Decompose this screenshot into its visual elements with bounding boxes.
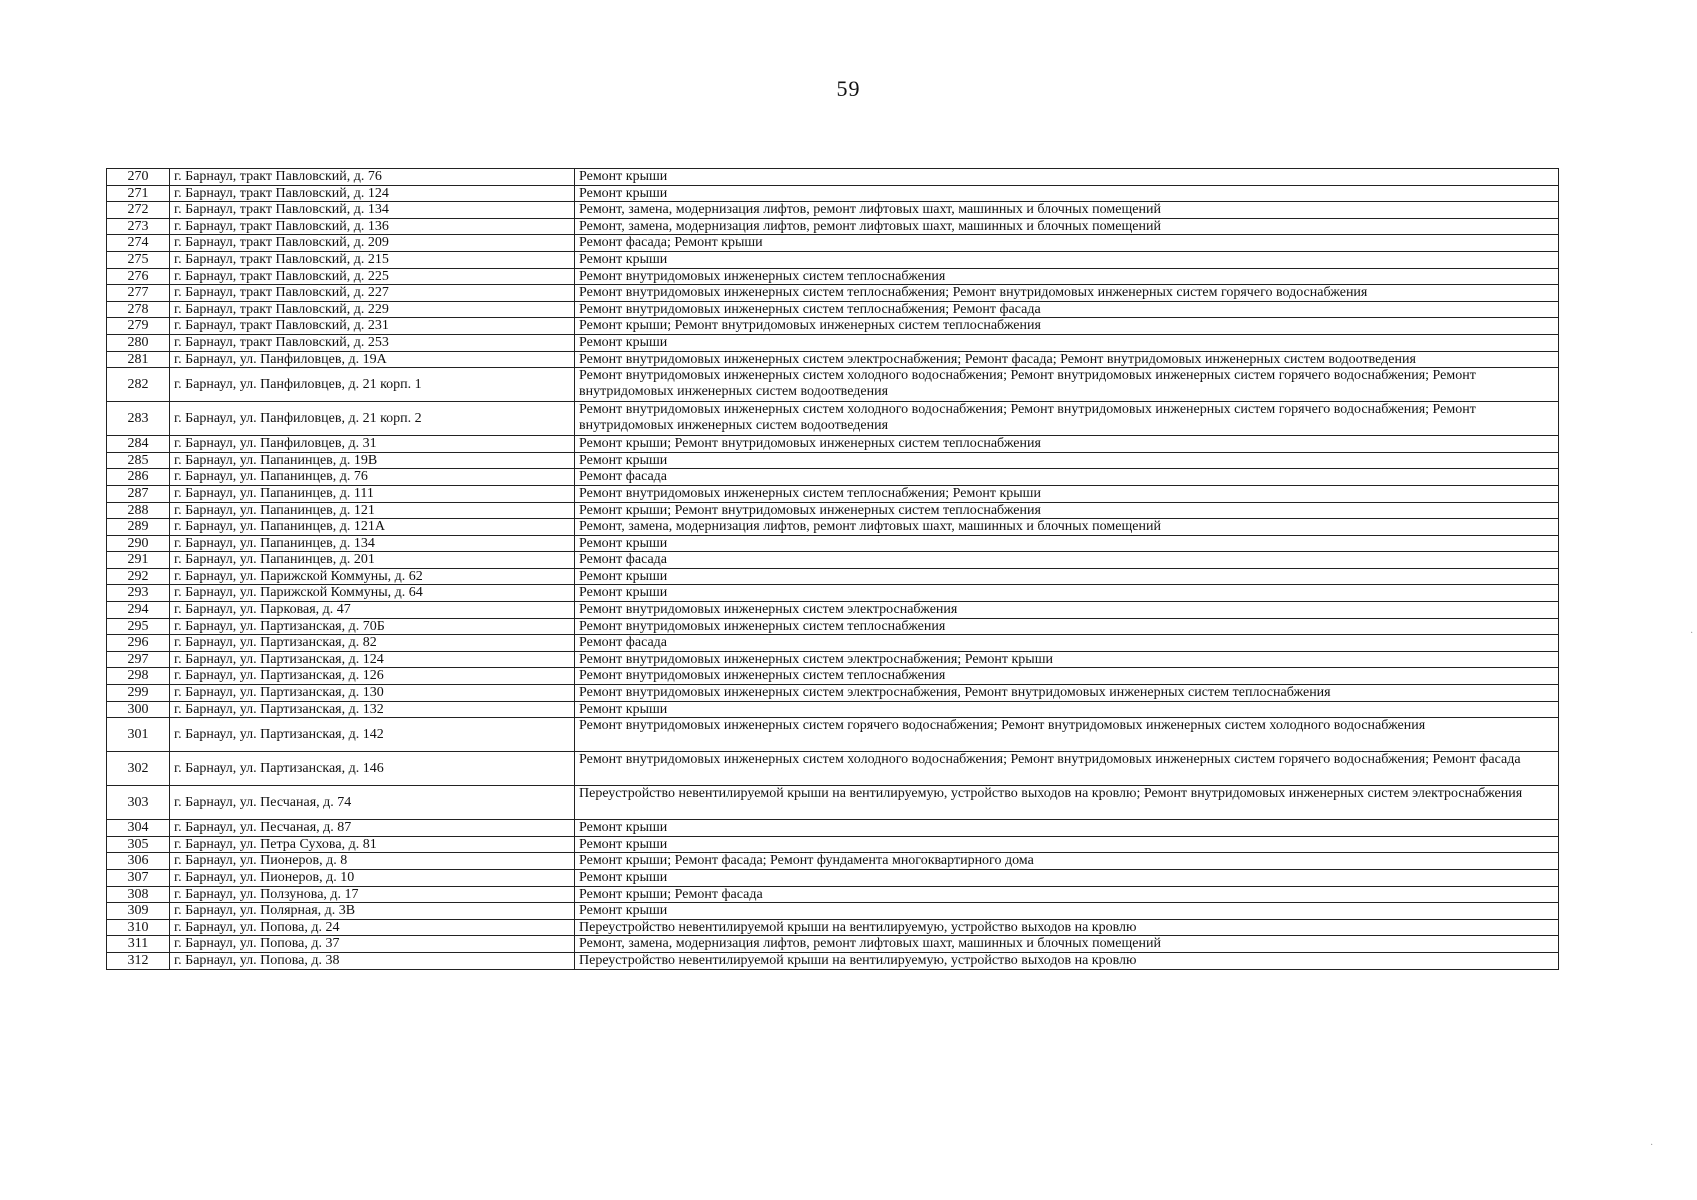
table-row <box>107 452 1559 469</box>
table-row <box>107 585 1559 602</box>
works-cell: Ремонт фасада <box>575 469 1559 486</box>
scan-speck: · <box>1690 628 1694 639</box>
works-cell: Ремонт, замена, модернизация лифтов, ремонт лифтовых шахт, машинных и блочных помещений <box>575 202 1559 219</box>
row-number: 296 <box>107 635 170 652</box>
address-cell: г. Барнаул, ул. Папанинцев, д. 134 <box>170 535 575 552</box>
address-cell: г. Барнаул, ул. Партизанская, д. 132 <box>170 701 575 718</box>
repair-works-table <box>106 168 1559 970</box>
table-row <box>107 936 1559 953</box>
works-cell: Ремонт фасада <box>575 635 1559 652</box>
address-cell: г. Барнаул, ул. Петра Сухова, д. 81 <box>170 836 575 853</box>
address-cell: г. Барнаул, ул. Пионеров, д. 8 <box>170 853 575 870</box>
row-number: 307 <box>107 870 170 887</box>
address-cell: г. Барнаул, тракт Павловский, д. 76 <box>170 169 575 186</box>
table-row <box>107 919 1559 936</box>
row-number: 310 <box>107 919 170 936</box>
table-row <box>107 903 1559 920</box>
works-cell: Ремонт крыши <box>575 452 1559 469</box>
address-cell: г. Барнаул, ул. Папанинцев, д. 121А <box>170 519 575 536</box>
table-row <box>107 752 1559 786</box>
address-cell: г. Барнаул, ул. Парижской Коммуны, д. 62 <box>170 568 575 585</box>
table-row <box>107 502 1559 519</box>
address-cell: г. Барнаул, тракт Павловский, д. 225 <box>170 268 575 285</box>
row-number: 301 <box>107 718 170 752</box>
works-cell: Ремонт крыши <box>575 820 1559 837</box>
table-body <box>107 169 1559 970</box>
row-number: 289 <box>107 519 170 536</box>
address-cell: г. Барнаул, тракт Павловский, д. 229 <box>170 301 575 318</box>
table-row <box>107 268 1559 285</box>
address-cell: г. Барнаул, ул. Папанинцев, д. 19В <box>170 452 575 469</box>
row-number: 306 <box>107 853 170 870</box>
table-row <box>107 618 1559 635</box>
row-number: 271 <box>107 185 170 202</box>
row-number: 272 <box>107 202 170 219</box>
table-row <box>107 469 1559 486</box>
works-cell: Ремонт, замена, модернизация лифтов, ремонт лифтовых шахт, машинных и блочных помещений <box>575 218 1559 235</box>
row-number: 299 <box>107 685 170 702</box>
row-number: 303 <box>107 786 170 820</box>
address-cell: г. Барнаул, ул. Панфиловцев, д. 31 <box>170 436 575 453</box>
address-cell: г. Барнаул, ул. Панфиловцев, д. 19А <box>170 351 575 368</box>
works-cell: Ремонт крыши; Ремонт внутридомовых инженерных систем теплоснабжения <box>575 318 1559 335</box>
works-cell: Ремонт крыши <box>575 903 1559 920</box>
row-number: 308 <box>107 886 170 903</box>
table-row <box>107 668 1559 685</box>
works-cell: Ремонт внутридомовых инженерных систем холодного водоснабжения; Ремонт внутридомовых инженерных систем горячего водоснабжения; Ремонт внутридомовых инженерных систем водоотведения <box>575 368 1559 402</box>
address-cell: г. Барнаул, ул. Пионеров, д. 10 <box>170 870 575 887</box>
works-cell: Ремонт внутридомовых инженерных систем теплоснабжения; Ремонт фасада <box>575 301 1559 318</box>
row-number: 278 <box>107 301 170 318</box>
works-cell: Ремонт внутридомовых инженерных систем теплоснабжения; Ремонт крыши <box>575 485 1559 502</box>
works-cell: Ремонт крыши <box>575 870 1559 887</box>
address-cell: г. Барнаул, ул. Панфиловцев, д. 21 корп. 2 <box>170 402 575 436</box>
table-row <box>107 485 1559 502</box>
table-row <box>107 285 1559 302</box>
row-number: 312 <box>107 952 170 969</box>
table-row <box>107 351 1559 368</box>
works-cell: Ремонт внутридомовых инженерных систем теплоснабжения <box>575 618 1559 635</box>
table-row <box>107 301 1559 318</box>
address-cell: г. Барнаул, тракт Павловский, д. 253 <box>170 334 575 351</box>
table-row <box>107 952 1559 969</box>
row-number: 294 <box>107 602 170 619</box>
works-cell: Переустройство невентилируемой крыши на вентилируемую, устройство выходов на кровлю <box>575 919 1559 936</box>
row-number: 283 <box>107 402 170 436</box>
row-number: 302 <box>107 752 170 786</box>
address-cell: г. Барнаул, ул. Парковая, д. 47 <box>170 602 575 619</box>
works-cell: Ремонт крыши <box>575 836 1559 853</box>
works-cell: Ремонт внутридомовых инженерных систем электроснабжения, Ремонт внутридомовых инженерных систем теплоснабжения <box>575 685 1559 702</box>
table-row <box>107 202 1559 219</box>
address-cell: г. Барнаул, ул. Папанинцев, д. 121 <box>170 502 575 519</box>
works-cell: Ремонт фасада <box>575 552 1559 569</box>
row-number: 279 <box>107 318 170 335</box>
works-cell: Ремонт, замена, модернизация лифтов, ремонт лифтовых шахт, машинных и блочных помещений <box>575 936 1559 953</box>
works-cell: Ремонт внутридомовых инженерных систем холодного водоснабжения; Ремонт внутридомовых инженерных систем горячего водоснабжения; Ремонт фасада <box>575 752 1559 786</box>
address-cell: г. Барнаул, ул. Песчаная, д. 87 <box>170 820 575 837</box>
address-cell: г. Барнаул, ул. Партизанская, д. 70Б <box>170 618 575 635</box>
works-cell: Ремонт внутридомовых инженерных систем горячего водоснабжения; Ремонт внутридомовых инженерных систем холодного водоснабжения <box>575 718 1559 752</box>
row-number: 305 <box>107 836 170 853</box>
repair-works-table-container <box>106 168 1558 970</box>
works-cell: Ремонт, замена, модернизация лифтов, ремонт лифтовых шахт, машинных и блочных помещений <box>575 519 1559 536</box>
address-cell: г. Барнаул, ул. Попова, д. 37 <box>170 936 575 953</box>
table-row <box>107 602 1559 619</box>
table-row <box>107 853 1559 870</box>
row-number: 300 <box>107 701 170 718</box>
row-number: 288 <box>107 502 170 519</box>
works-cell: Ремонт внутридомовых инженерных систем холодного водоснабжения; Ремонт внутридомовых инженерных систем горячего водоснабжения; Ремонт внутридомовых инженерных систем водоотведения <box>575 402 1559 436</box>
works-cell: Ремонт крыши <box>575 185 1559 202</box>
table-row <box>107 535 1559 552</box>
table-row <box>107 169 1559 186</box>
works-cell: Ремонт фасада; Ремонт крыши <box>575 235 1559 252</box>
address-cell: г. Барнаул, тракт Павловский, д. 124 <box>170 185 575 202</box>
row-number: 295 <box>107 618 170 635</box>
table-row <box>107 185 1559 202</box>
row-number: 286 <box>107 469 170 486</box>
row-number: 277 <box>107 285 170 302</box>
works-cell: Ремонт крыши <box>575 334 1559 351</box>
address-cell: г. Барнаул, ул. Папанинцев, д. 201 <box>170 552 575 569</box>
scan-speck: · <box>1650 1140 1654 1151</box>
table-row <box>107 701 1559 718</box>
works-cell: Ремонт внутридомовых инженерных систем электроснабжения; Ремонт фасада; Ремонт внутридомовых инженерных систем водоотведения <box>575 351 1559 368</box>
works-cell: Ремонт внутридомовых инженерных систем электроснабжения; Ремонт крыши <box>575 651 1559 668</box>
table-row <box>107 651 1559 668</box>
table-row <box>107 836 1559 853</box>
row-number: 297 <box>107 651 170 668</box>
address-cell: г. Барнаул, ул. Партизанская, д. 124 <box>170 651 575 668</box>
row-number: 290 <box>107 535 170 552</box>
address-cell: г. Барнаул, ул. Попова, д. 24 <box>170 919 575 936</box>
table-row <box>107 718 1559 752</box>
address-cell: г. Барнаул, тракт Павловский, д. 227 <box>170 285 575 302</box>
address-cell: г. Барнаул, ул. Парижской Коммуны, д. 64 <box>170 585 575 602</box>
table-row <box>107 436 1559 453</box>
works-cell: Ремонт внутридомовых инженерных систем теплоснабжения; Ремонт внутридомовых инженерных систем горячего водоснабжения <box>575 285 1559 302</box>
works-cell: Переустройство невентилируемой крыши на вентилируемую, устройство выходов на кровлю; Ремонт внутридомовых инженерных систем электроснабжения <box>575 786 1559 820</box>
address-cell: г. Барнаул, ул. Папанинцев, д. 76 <box>170 469 575 486</box>
works-cell: Ремонт крыши <box>575 169 1559 186</box>
table-row <box>107 402 1559 436</box>
address-cell: г. Барнаул, ул. Партизанская, д. 142 <box>170 718 575 752</box>
row-number: 284 <box>107 436 170 453</box>
address-cell: г. Барнаул, ул. Попова, д. 38 <box>170 952 575 969</box>
table-row <box>107 886 1559 903</box>
table-row <box>107 685 1559 702</box>
row-number: 270 <box>107 169 170 186</box>
table-row <box>107 519 1559 536</box>
works-cell: Ремонт крыши; Ремонт фасада <box>575 886 1559 903</box>
table-row <box>107 552 1559 569</box>
address-cell: г. Барнаул, ул. Партизанская, д. 146 <box>170 752 575 786</box>
table-row <box>107 218 1559 235</box>
row-number: 291 <box>107 552 170 569</box>
row-number: 281 <box>107 351 170 368</box>
row-number: 293 <box>107 585 170 602</box>
row-number: 275 <box>107 251 170 268</box>
table-row <box>107 870 1559 887</box>
page-number: 59 <box>836 76 861 101</box>
row-number: 292 <box>107 568 170 585</box>
address-cell: г. Барнаул, ул. Песчаная, д. 74 <box>170 786 575 820</box>
works-cell: Ремонт крыши; Ремонт фасада; Ремонт фундамента многоквартирного дома <box>575 853 1559 870</box>
address-cell: г. Барнаул, тракт Павловский, д. 209 <box>170 235 575 252</box>
row-number: 285 <box>107 452 170 469</box>
works-cell: Ремонт внутридомовых инженерных систем теплоснабжения <box>575 668 1559 685</box>
works-cell: Ремонт крыши <box>575 251 1559 268</box>
table-row <box>107 334 1559 351</box>
address-cell: г. Барнаул, ул. Партизанская, д. 82 <box>170 635 575 652</box>
works-cell: Ремонт крыши; Ремонт внутридомовых инженерных систем теплоснабжения <box>575 436 1559 453</box>
works-cell: Ремонт внутридомовых инженерных систем теплоснабжения <box>575 268 1559 285</box>
row-number: 276 <box>107 268 170 285</box>
row-number: 280 <box>107 334 170 351</box>
address-cell: г. Барнаул, ул. Ползунова, д. 17 <box>170 886 575 903</box>
row-number: 309 <box>107 903 170 920</box>
address-cell: г. Барнаул, ул. Партизанская, д. 130 <box>170 685 575 702</box>
address-cell: г. Барнаул, ул. Папанинцев, д. 111 <box>170 485 575 502</box>
row-number: 298 <box>107 668 170 685</box>
table-row <box>107 318 1559 335</box>
address-cell: г. Барнаул, ул. Партизанская, д. 126 <box>170 668 575 685</box>
works-cell: Ремонт крыши; Ремонт внутридомовых инженерных систем теплоснабжения <box>575 502 1559 519</box>
table-row <box>107 635 1559 652</box>
table-row <box>107 820 1559 837</box>
row-number: 274 <box>107 235 170 252</box>
row-number: 311 <box>107 936 170 953</box>
address-cell: г. Барнаул, ул. Панфиловцев, д. 21 корп. 1 <box>170 368 575 402</box>
address-cell: г. Барнаул, тракт Павловский, д. 136 <box>170 218 575 235</box>
row-number: 287 <box>107 485 170 502</box>
works-cell: Ремонт крыши <box>575 535 1559 552</box>
table-row <box>107 786 1559 820</box>
address-cell: г. Барнаул, ул. Полярная, д. 3В <box>170 903 575 920</box>
address-cell: г. Барнаул, тракт Павловский, д. 215 <box>170 251 575 268</box>
works-cell: Ремонт крыши <box>575 568 1559 585</box>
works-cell: Переустройство невентилируемой крыши на вентилируемую, устройство выходов на кровлю <box>575 952 1559 969</box>
works-cell: Ремонт внутридомовых инженерных систем электроснабжения <box>575 602 1559 619</box>
row-number: 273 <box>107 218 170 235</box>
table-row <box>107 368 1559 402</box>
table-row <box>107 235 1559 252</box>
address-cell: г. Барнаул, тракт Павловский, д. 231 <box>170 318 575 335</box>
row-number: 304 <box>107 820 170 837</box>
row-number: 282 <box>107 368 170 402</box>
table-row <box>107 568 1559 585</box>
works-cell: Ремонт крыши <box>575 585 1559 602</box>
address-cell: г. Барнаул, тракт Павловский, д. 134 <box>170 202 575 219</box>
works-cell: Ремонт крыши <box>575 701 1559 718</box>
table-row <box>107 251 1559 268</box>
